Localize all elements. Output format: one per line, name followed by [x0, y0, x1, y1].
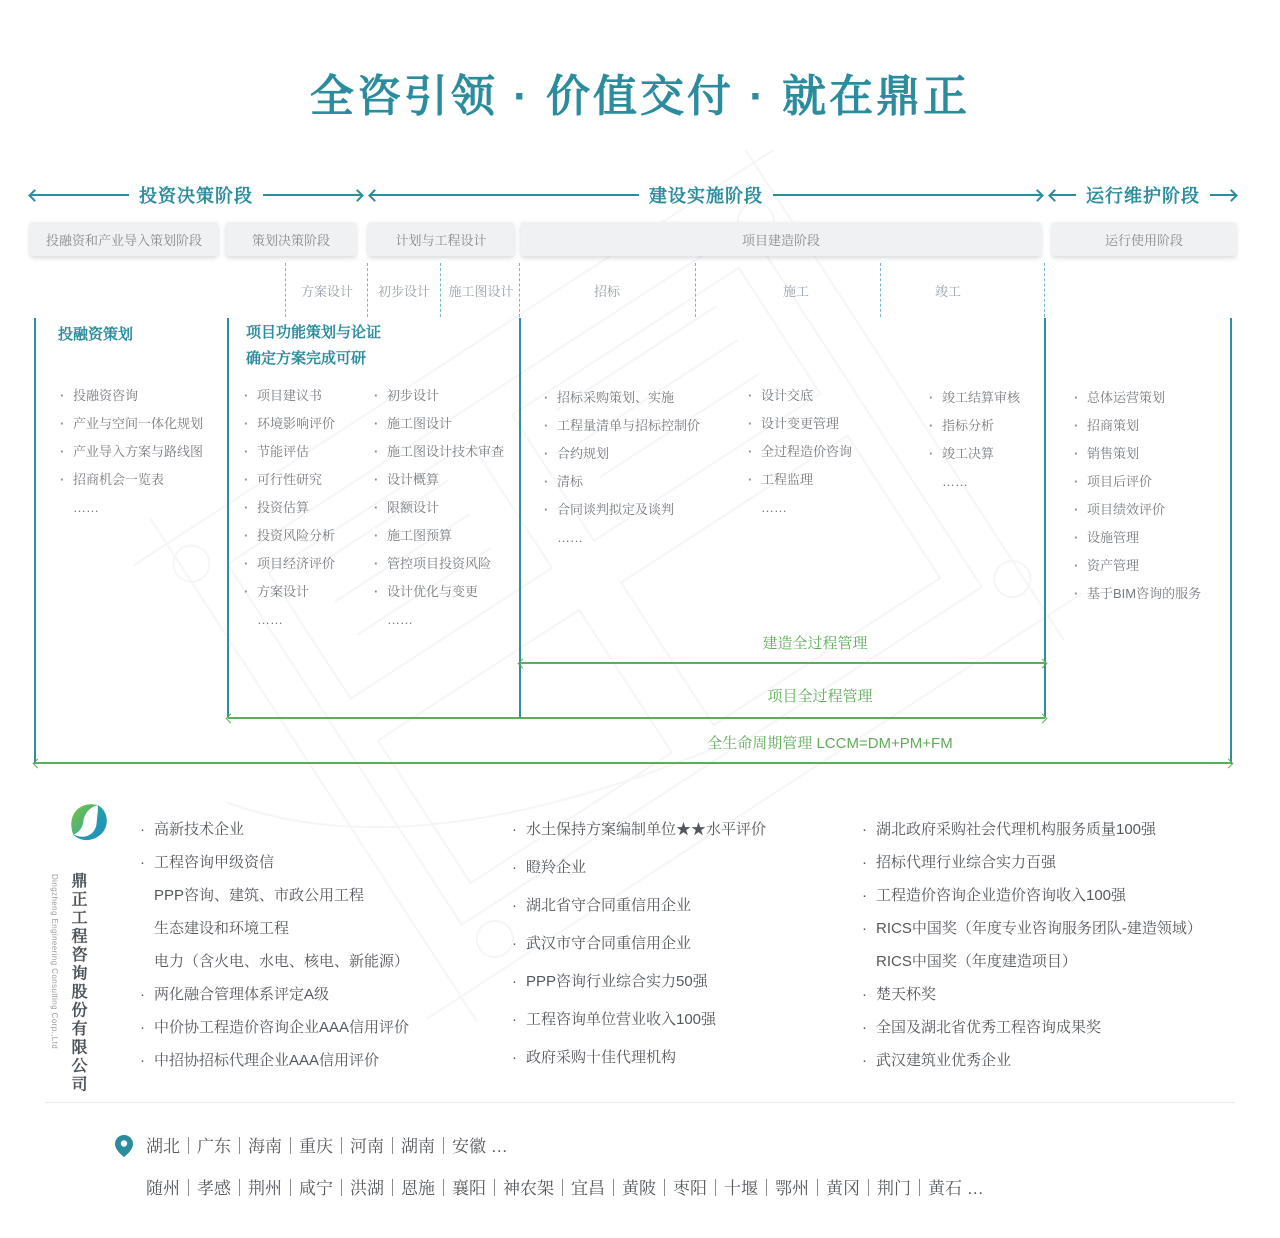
list-item-text: 资产管理 [1087, 558, 1140, 573]
list-item-text: 全过程造价咨询 [761, 444, 853, 459]
list-item [748, 388, 852, 403]
arrowhead-right-icon [1224, 758, 1234, 768]
list-item [512, 1048, 766, 1068]
arrowhead-right-icon [351, 189, 364, 202]
list-item [244, 416, 335, 431]
company-name-vertical-en: Dingzheng Engineering Consulting Corp.,Ltd [50, 874, 59, 1050]
substage-label-preliminary-design: 初步设计 [377, 284, 431, 299]
arrowhead-left-icon [28, 189, 41, 202]
achievements-column-qualifications [140, 820, 409, 1084]
bullet-icon: · [140, 986, 145, 1003]
bullet-icon: · [374, 416, 379, 431]
dashed-separator [880, 263, 881, 317]
list-item-text: 施工图设计技术审查 [387, 444, 505, 459]
list-item [862, 919, 1202, 939]
footer-cities: 随州｜孝感｜荆州｜咸宁｜洪湖｜恩施｜襄阳｜神农架｜宜昌｜黄陂｜枣阳｜十堰｜鄂州｜黄冈｜荆门｜黄石 … [146, 1179, 984, 1198]
list-item [1074, 586, 1201, 601]
list-item [929, 446, 1020, 461]
list-item [1074, 474, 1201, 489]
bullet-icon: · [140, 1052, 145, 1069]
list-item-text: 湖北政府采购社会代理机构服务质量100强 [876, 821, 1157, 838]
management-arrow-project-process [227, 712, 1046, 724]
list-item-text: 限额设计 [387, 500, 440, 515]
bullet-icon: · [544, 418, 549, 433]
bullet-icon: · [1074, 390, 1079, 405]
bullet-icon: · [512, 897, 517, 914]
list-item-text: 产业导入方案与路线图 [73, 444, 204, 459]
location-pin-icon [114, 1134, 134, 1158]
list-bidding [544, 390, 700, 558]
list-item-text: 两化融合管理体系评定A级 [154, 986, 330, 1003]
list-item-text: 指标分析 [942, 418, 995, 433]
list-item-text: 合约规划 [557, 446, 610, 461]
substage-label-scheme-design: 方案设计 [300, 284, 354, 299]
bullet-icon: · [512, 1049, 517, 1066]
list-item [929, 474, 1020, 489]
list-item [374, 556, 504, 571]
management-arrow-lifecycle [34, 757, 1232, 769]
bullet-icon: · [60, 416, 65, 431]
list-item [512, 972, 766, 992]
list-design [374, 388, 504, 640]
list-item [60, 444, 203, 459]
list-site-management [748, 388, 852, 528]
list-item [862, 985, 1202, 1005]
list-item-text: 工程咨询单位营业收入100强 [526, 1011, 717, 1028]
list-item [374, 444, 504, 459]
list-item-text: 招商机会一览表 [73, 472, 165, 487]
bullet-icon: · [244, 444, 249, 459]
phase-arrow-investment [30, 184, 362, 206]
bullet-icon: · [1074, 530, 1079, 545]
bullet-icon: · [244, 500, 249, 515]
list-item-text: 楚天杯奖 [876, 986, 937, 1003]
list-item [374, 612, 504, 627]
list-item-text: RICS中国奖（年度专业咨询服务团队-建造领域） [876, 920, 1202, 937]
list-item-text: 设计优化与变更 [387, 584, 479, 599]
list-item-text: 全国及湖北省优秀工程咨询成果奖 [876, 1019, 1102, 1036]
arrowhead-left-icon [226, 713, 236, 723]
bullet-icon: · [374, 472, 379, 487]
list-item [374, 416, 504, 431]
bullet-icon: · [244, 388, 249, 403]
bullet-icon: · [862, 1052, 867, 1069]
list-item-text: 中招协招标代理企业AAA信用评价 [154, 1052, 380, 1069]
list-item-text: 竣工决算 [942, 446, 995, 461]
bullet-icon: · [544, 446, 549, 461]
list-item-text: 高新技术企业 [154, 821, 245, 838]
list-item [862, 1051, 1202, 1071]
bullet-icon: · [748, 416, 753, 431]
list-item-text: 设计变更管理 [761, 416, 840, 431]
bullet-icon [140, 952, 154, 972]
list-item-text: 设计概算 [387, 472, 440, 487]
bullet-icon: · [374, 500, 379, 515]
achievements-column-awards [862, 820, 1202, 1084]
list-item-text: 施工图预算 [387, 528, 453, 543]
list-item [60, 472, 203, 487]
list-operation [1074, 390, 1201, 614]
management-label-lifecycle: 全生命周期管理 LCCM=DM+PM+FM [707, 735, 953, 752]
list-item-text: 政府采购十佳代理机构 [526, 1049, 677, 1066]
bullet-icon: · [60, 472, 65, 487]
stage-box-plan-engineering-design: 计划与工程设计 [368, 222, 514, 256]
arrowhead-left-icon [1048, 189, 1061, 202]
bullet-icon: · [244, 416, 249, 431]
list-item [1074, 502, 1201, 517]
list-item-text: 招标代理行业综合实力百强 [876, 854, 1057, 871]
bullet-icon: · [244, 584, 249, 599]
list-item-text: …… [257, 612, 283, 627]
list-item [544, 446, 700, 461]
list-item [862, 1018, 1202, 1038]
list-item-text: 项目后评价 [1087, 474, 1153, 489]
bullet-icon [862, 952, 876, 972]
list-item [244, 388, 335, 403]
list-item [374, 584, 504, 599]
list-item-text: 工程量清单与招标控制价 [557, 418, 701, 433]
bullet-icon [140, 886, 154, 906]
substage-label-construction-drawing: 施工图设计 [448, 284, 514, 299]
list-item-text: RICS中国奖（年度建造项目） [876, 953, 1077, 970]
column-border-line [1230, 318, 1232, 764]
bullet-icon: · [929, 418, 934, 433]
footer-divider [45, 1102, 1235, 1103]
bullet-icon: · [544, 502, 549, 517]
list-item-text: 总体运营策划 [1087, 390, 1166, 405]
list-item-text: 工程造价咨询企业造价咨询收入100强 [876, 887, 1127, 904]
bullet-icon: · [1074, 474, 1079, 489]
list-item-text: 设计交底 [761, 388, 814, 403]
list-item-text: …… [73, 500, 99, 515]
bullet-icon: · [374, 584, 379, 599]
list-item [512, 858, 766, 878]
arrowhead-right-icon [1038, 658, 1048, 668]
bullet-icon: · [512, 859, 517, 876]
bullet-icon [60, 500, 73, 515]
bullet-icon: · [140, 854, 145, 871]
list-item-text: 项目经济评价 [257, 556, 336, 571]
arrowhead-right-icon [1225, 189, 1238, 202]
substage-label-construction: 施工 [782, 284, 810, 299]
list-item [544, 474, 700, 489]
bullet-icon: · [748, 472, 753, 487]
list-item [1074, 390, 1201, 405]
list-item-text: 电力（含火电、水电、核电、新能源） [154, 953, 410, 970]
list-item-text: 生态建设和环境工程 [154, 920, 290, 937]
list-item [929, 390, 1020, 405]
bullet-icon: · [244, 528, 249, 543]
bullet-icon [748, 500, 761, 515]
bullet-icon [140, 919, 154, 939]
bullet-icon: · [862, 920, 867, 937]
bullet-icon: · [512, 973, 517, 990]
achievements-column-honors [512, 820, 766, 1086]
list-item-text: 中价协工程造价咨询企业AAA信用评价 [154, 1019, 410, 1036]
stage-box-operation-use: 运行使用阶段 [1052, 222, 1236, 256]
phase-label-construction: 建设实施阶段 [649, 186, 763, 206]
list-item-text: 施工图设计 [387, 416, 453, 431]
list-item-text: 设施管理 [1087, 530, 1140, 545]
list-item [140, 853, 409, 873]
management-label-construction-process: 建造全过程管理 [762, 635, 868, 652]
bullet-icon: · [862, 821, 867, 838]
bullet-icon: · [60, 388, 65, 403]
list-item [374, 500, 504, 515]
bullet-icon: · [244, 472, 249, 487]
bullet-icon: · [1074, 418, 1079, 433]
list-item [140, 919, 409, 939]
bullet-icon: · [929, 446, 934, 461]
column-border-line [34, 318, 36, 764]
bullet-icon: · [1074, 586, 1079, 601]
list-item-text: PPP咨询、建筑、市政公用工程 [154, 887, 365, 904]
list-item [512, 934, 766, 954]
list-item [60, 500, 203, 515]
arrowhead-left-icon [33, 758, 43, 768]
list-item [512, 896, 766, 916]
list-item [544, 502, 700, 517]
list-item-text: 销售策划 [1087, 446, 1140, 461]
list-item [140, 886, 409, 906]
list-item-text: 产业与空间一体化规划 [73, 416, 204, 431]
list-item [244, 612, 335, 627]
list-item [862, 886, 1202, 906]
bullet-icon: · [748, 388, 753, 403]
arrowhead-right-icon [1031, 189, 1044, 202]
list-item-text: 武汉市守合同重信用企业 [526, 935, 692, 952]
list-item-text: 湖北省守合同重信用企业 [526, 897, 692, 914]
list-item [244, 472, 335, 487]
list-item [140, 952, 409, 972]
phase-arrow-construction [370, 184, 1042, 206]
arrowhead-left-icon [518, 658, 528, 668]
column-header-project-function [246, 320, 381, 372]
company-name-vertical-cn: 鼎正工程咨询股份有限公司 [69, 872, 86, 1094]
list-item-text: 合同谈判拟定及谈判 [557, 502, 675, 517]
list-item-text: 节能评估 [257, 444, 310, 459]
list-item-text: 水土保持方案编制单位★★水平评价 [526, 821, 767, 838]
bullet-icon: · [544, 474, 549, 489]
stage-box-plan-decision: 策划决策阶段 [226, 222, 356, 256]
phase-arrow-operation [1050, 184, 1236, 206]
bullet-icon: · [374, 528, 379, 543]
arrowhead-right-icon [1038, 713, 1048, 723]
list-item [544, 530, 700, 545]
bullet-icon: · [140, 1019, 145, 1036]
dashed-separator [695, 263, 696, 317]
bullet-icon: · [1074, 558, 1079, 573]
column-header-investment-planning: 投融资策划 [58, 326, 134, 343]
list-item [929, 418, 1020, 433]
list-item-text: 可行性研究 [257, 472, 323, 487]
list-item-text: 管控项目投资风险 [387, 556, 492, 571]
list-item-text: 初步设计 [387, 388, 440, 403]
list-completion [929, 390, 1020, 502]
phase-label-operation: 运行维护阶段 [1086, 186, 1200, 206]
list-item-text: 投资风险分析 [257, 528, 336, 543]
page-title: 全咨引领 · 价值交付 · 就在鼎正 [309, 72, 971, 121]
list-item-text: 项目绩效评价 [1087, 502, 1166, 517]
list-item [244, 444, 335, 459]
bullet-icon [544, 530, 557, 545]
list-item [140, 1051, 409, 1071]
bullet-icon: · [60, 444, 65, 459]
bullet-icon: · [862, 887, 867, 904]
bullet-icon: · [374, 556, 379, 571]
list-item [1074, 418, 1201, 433]
management-label-project-process: 项目全过程管理 [767, 688, 873, 705]
dashed-separator [1044, 263, 1045, 317]
bullet-icon: · [1074, 446, 1079, 461]
list-item [244, 528, 335, 543]
list-item-text: …… [387, 612, 413, 627]
management-arrow-construction-process [519, 657, 1046, 669]
list-item-text: 竣工结算审核 [942, 390, 1021, 405]
list-item [862, 952, 1202, 972]
footer-provinces: 湖北｜广东｜海南｜重庆｜河南｜湖南｜安徽 … [146, 1137, 508, 1156]
list-item-text: 清标 [557, 474, 584, 489]
dashed-separator [440, 263, 441, 317]
list-item [60, 416, 203, 431]
list-item [748, 472, 852, 487]
bullet-icon: · [512, 1011, 517, 1028]
bullet-icon: · [244, 556, 249, 571]
list-item-text: 招商策划 [1087, 418, 1140, 433]
list-item-text: …… [942, 474, 968, 489]
bullet-icon [374, 612, 387, 627]
list-item [244, 584, 335, 599]
list-item [862, 820, 1202, 840]
list-item [60, 388, 203, 403]
list-item [140, 985, 409, 1005]
bullet-icon: · [748, 444, 753, 459]
stage-box-financing-industry-planning: 投融资和产业导入策划阶段 [30, 222, 218, 256]
bullet-icon [244, 612, 257, 627]
bullet-icon: · [862, 854, 867, 871]
bullet-icon: · [374, 388, 379, 403]
arrowhead-left-icon [368, 189, 381, 202]
list-item [1074, 446, 1201, 461]
list-item-text: …… [761, 500, 787, 515]
list-item-text: 环境影响评价 [257, 416, 336, 431]
bullet-icon [929, 474, 942, 489]
list-item [748, 500, 852, 515]
list-item [748, 444, 852, 459]
bullet-icon: · [374, 444, 379, 459]
dashed-separator [285, 263, 286, 317]
bullet-icon: · [929, 390, 934, 405]
bullet-icon: · [862, 986, 867, 1003]
list-item-text: …… [557, 530, 583, 545]
list-item-text: 工程监理 [761, 472, 814, 487]
substage-label-bidding: 招标 [593, 284, 621, 299]
stage-box-project-construction: 项目建造阶段 [521, 222, 1041, 256]
list-item [512, 1010, 766, 1030]
column-header-line2: 确定方案完成可研 [246, 350, 367, 367]
list-item [244, 500, 335, 515]
list-item [1074, 558, 1201, 573]
column-header-line1: 项目功能策划与论证 [246, 324, 382, 341]
bullet-icon: · [140, 821, 145, 838]
substage-label-completion: 竣工 [934, 284, 962, 299]
bullet-icon: · [544, 390, 549, 405]
bullet-icon: · [512, 821, 517, 838]
list-feasibility [244, 388, 335, 640]
list-item [748, 416, 852, 431]
list-item [140, 1018, 409, 1038]
bullet-icon: · [1074, 502, 1079, 517]
list-item [244, 556, 335, 571]
list-item-text: 瞪羚企业 [526, 859, 587, 876]
list-item [862, 853, 1202, 873]
dashed-separator [367, 263, 368, 317]
list-item [1074, 530, 1201, 545]
company-logo-icon [58, 796, 112, 852]
list-investment-planning [60, 388, 203, 528]
list-item-text: 武汉建筑业优秀企业 [876, 1052, 1012, 1069]
dashed-separator [519, 263, 520, 317]
list-item-text: 投融资咨询 [73, 388, 139, 403]
list-item [140, 820, 409, 840]
list-item-text: 项目建议书 [257, 388, 323, 403]
list-item [512, 820, 766, 840]
bullet-icon: · [512, 935, 517, 952]
column-border-line [227, 318, 229, 718]
list-item [544, 418, 700, 433]
list-item [374, 528, 504, 543]
list-item-text: PPP咨询行业综合实力50强 [526, 973, 708, 990]
list-item-text: 方案设计 [257, 584, 310, 599]
list-item [374, 388, 504, 403]
list-item [544, 390, 700, 405]
list-item [374, 472, 504, 487]
list-item-text: 基于BIM咨询的服务 [1087, 586, 1202, 601]
phase-label-investment: 投资决策阶段 [139, 186, 253, 206]
bullet-icon: · [862, 1019, 867, 1036]
list-item-text: 投资估算 [257, 500, 310, 515]
list-item-text: 招标采购策划、实施 [557, 390, 675, 405]
list-item-text: 工程咨询甲级资信 [154, 854, 275, 871]
